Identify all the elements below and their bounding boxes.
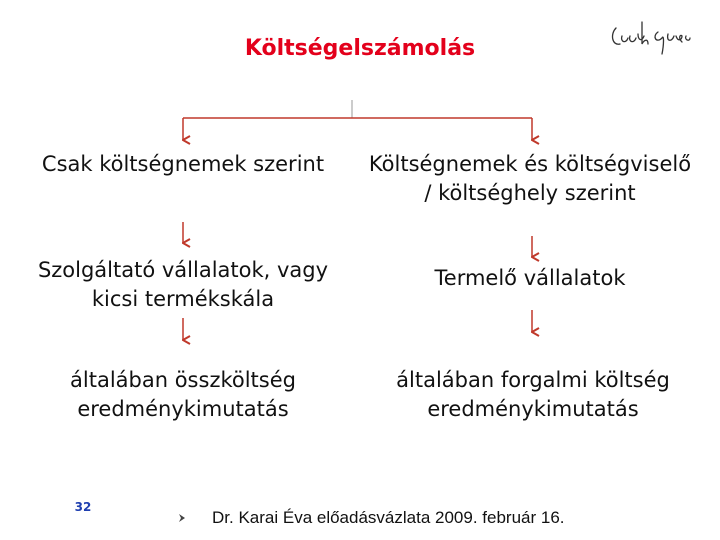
right-level3-text: általában forgalmi költség eredménykimutatás bbox=[396, 368, 670, 421]
arrowhead-bullet-icon bbox=[176, 512, 188, 524]
footer-text: Dr. Karai Éva előadásvázlata 2009. február 16. bbox=[212, 508, 565, 527]
slide-title: Költségelszámolás bbox=[244, 36, 476, 61]
slide-number: 32 bbox=[74, 500, 92, 514]
left-level2-text: Szolgáltató vállalatok, vagy kicsi termékskála bbox=[37, 258, 329, 311]
right-level2-text: Termelő vállalatok bbox=[434, 266, 626, 290]
left-level3-text: általában összköltség eredménykimutatás bbox=[70, 368, 296, 421]
right-level1-text: Költségnemek és költségviselő / költséghely szerint bbox=[368, 152, 692, 205]
left-level1-text: Csak költségnemek szerint bbox=[41, 152, 325, 176]
